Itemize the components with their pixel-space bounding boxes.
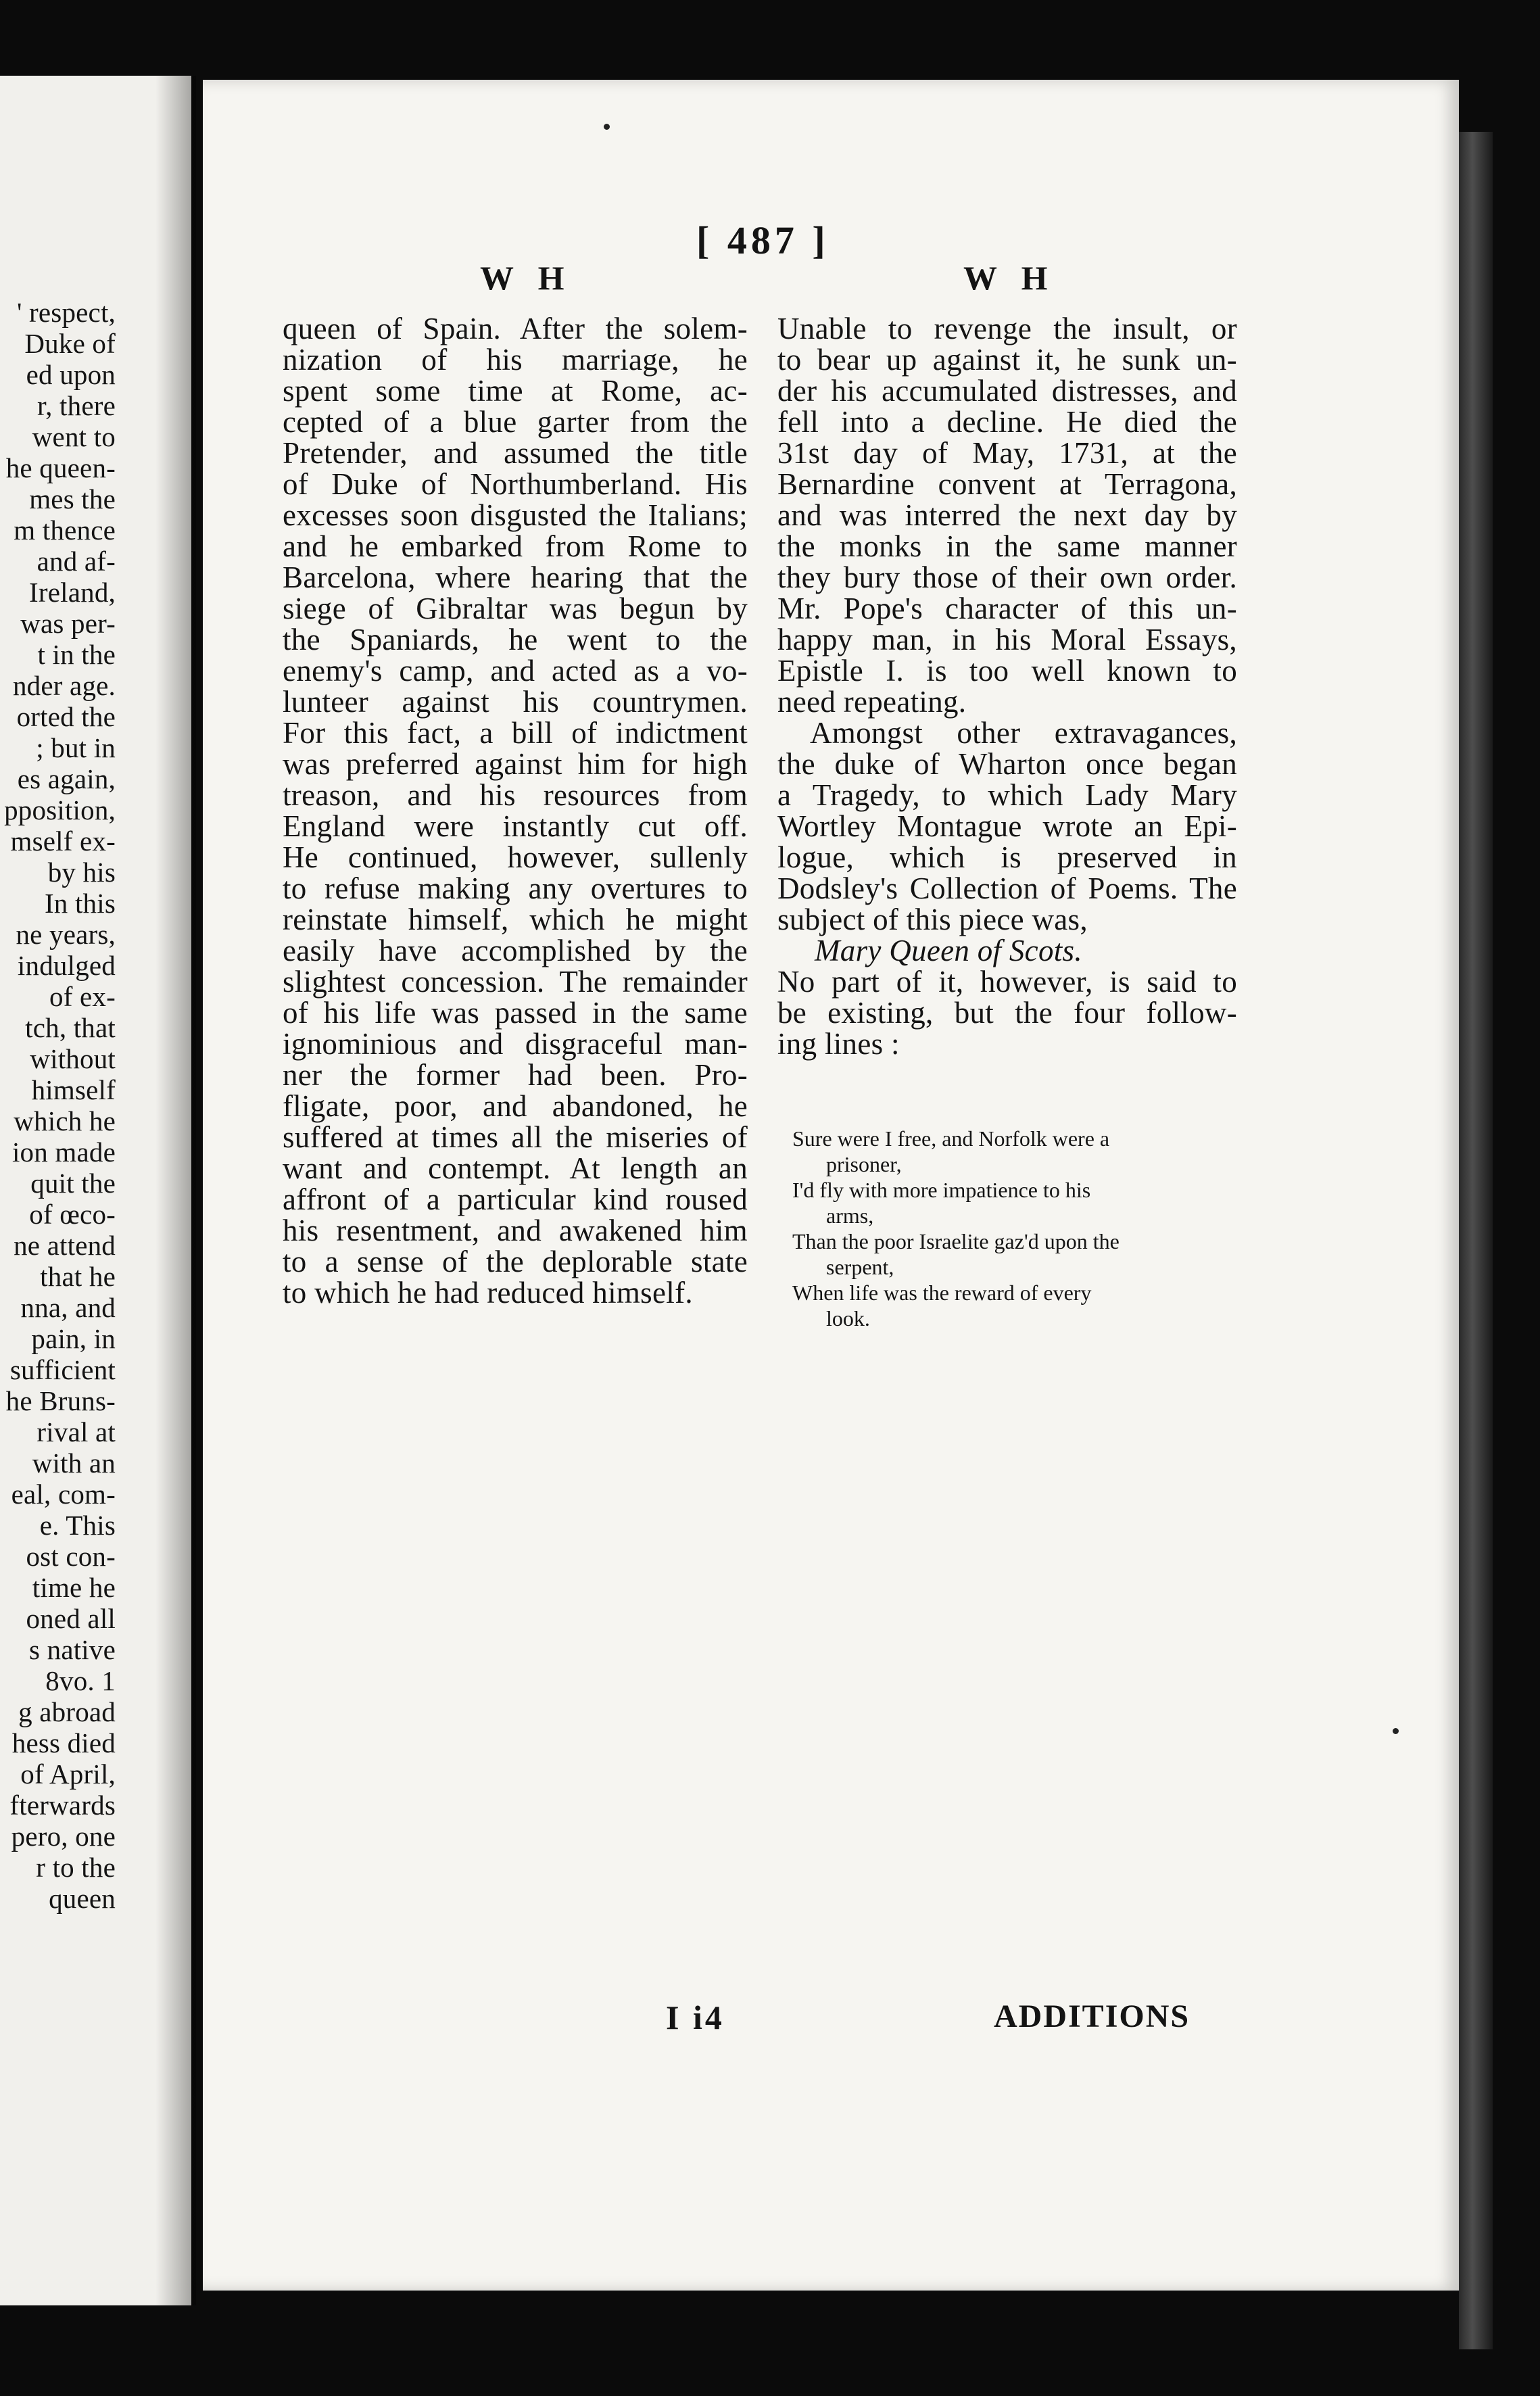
previous-page-line: queen — [49, 1883, 116, 1914]
right-column-line: Bernardine convent at Terragona, — [777, 467, 1237, 501]
left-column-line: reinstate himself, which he might — [283, 903, 748, 936]
left-column-line: For this fact, a bill of indictment — [283, 716, 748, 750]
left-column-line: want and contempt. At length an — [283, 1151, 748, 1185]
ink-speck — [1393, 1728, 1399, 1734]
right-column-line: and was interred the next day by — [777, 498, 1237, 532]
right-column-line: fell into a decline. He died the — [777, 405, 1237, 439]
previous-page-line: eal, com- — [11, 1479, 116, 1510]
left-column — [283, 313, 748, 1308]
ink-speck — [604, 124, 610, 130]
previous-page-line: ne years, — [16, 919, 116, 950]
left-column-line: siege of Gibraltar was begun by — [283, 592, 748, 625]
right-column-line: No part of it, however, is said to — [777, 965, 1237, 999]
previous-page-line: indulged — [17, 950, 116, 981]
previous-page-line: and af- — [37, 546, 116, 577]
previous-page-line: pain, in — [31, 1323, 116, 1354]
left-column-line: queen of Spain. After the solem- — [283, 312, 748, 345]
verse-line: Sure were I free, and Norfolk were a — [792, 1126, 1110, 1151]
left-column-line: England were instantly cut off. — [283, 809, 748, 843]
left-column-line: cepted of a blue garter from the — [283, 405, 748, 439]
left-column-line: easily have accomplished by the — [283, 934, 748, 967]
previous-page-line: pposition, — [4, 794, 116, 825]
previous-page-line: was per- — [20, 608, 116, 639]
signature-mark: I i4 — [666, 1998, 725, 2036]
previous-page-line: m thence — [14, 514, 116, 546]
previous-page-line: quit the — [30, 1168, 116, 1199]
right-column-line: happy man, in his Moral Essays, — [777, 623, 1237, 656]
left-column-line: to refuse making any overtures to — [283, 871, 748, 905]
verse-line: Than the poor Israelite gaz'd upon the — [792, 1229, 1120, 1253]
previous-page-line: by his — [47, 857, 116, 888]
running-head-right: W H — [963, 259, 1056, 297]
page-edge — [1459, 132, 1493, 2349]
previous-page-line: himself — [31, 1074, 116, 1105]
left-column-line: enemy's camp, and acted as a vo- — [283, 654, 748, 688]
right-column-line: subject of this piece was, — [777, 903, 1088, 936]
left-column-line: ignominious and disgraceful man- — [283, 1027, 748, 1061]
previous-page-line: orted the — [16, 701, 116, 732]
previous-page-line: ed upon — [26, 359, 116, 390]
left-column-line: Barcelona, where hearing that the — [283, 560, 748, 594]
left-column-line: ner the former had been. Pro- — [283, 1058, 748, 1092]
verse-block — [792, 1126, 1238, 1331]
right-column-line: der his accumulated distresses, and — [777, 374, 1237, 408]
left-column-line: affront of a particular kind roused — [283, 1182, 748, 1216]
right-column-line: 31st day of May, 1731, at the — [777, 436, 1237, 470]
previous-page-line: g abroad — [18, 1696, 116, 1727]
previous-page-line: e. This — [39, 1510, 116, 1541]
previous-page-line: of œco- — [29, 1199, 116, 1230]
previous-page-line: he Bruns- — [5, 1385, 116, 1416]
right-column-line: ing lines : — [777, 1027, 900, 1061]
previous-page-line: 8vo. 1 — [45, 1665, 116, 1696]
catchword: ADDITIONS — [994, 1998, 1190, 2034]
left-column-line: of Duke of Northumberland. His — [283, 467, 748, 501]
book-gutter — [155, 76, 196, 2305]
right-column-line: Wortley Montague wrote an Epi- — [777, 809, 1237, 843]
page-number: [ 487 ] — [696, 218, 829, 262]
previous-page-line: with an — [32, 1447, 116, 1479]
previous-page-line: of April, — [20, 1758, 116, 1790]
right-column-line: Amongst other extravagances, — [810, 716, 1237, 750]
previous-page-line: r to the — [36, 1852, 116, 1883]
left-column-line: Pretender, and assumed the title — [283, 436, 748, 470]
left-column-line: the Spaniards, he went to the — [283, 623, 748, 656]
previous-page-line: mself ex- — [10, 825, 116, 857]
right-column-line: Epistle I. is too well known to — [777, 654, 1237, 688]
previous-page-line: ost con- — [26, 1541, 116, 1572]
previous-page-line: sufficient — [9, 1354, 116, 1385]
right-column-line: the monks in the same manner — [777, 529, 1237, 563]
left-column-line: spent some time at Rome, ac- — [283, 374, 748, 408]
previous-page-line: nna, and — [20, 1292, 116, 1323]
previous-page-line: that he — [40, 1261, 116, 1292]
previous-page-line: nder age. — [12, 670, 116, 701]
right-column-line: Mr. Pope's character of this un- — [777, 592, 1237, 625]
previous-page-line: s native — [29, 1634, 116, 1665]
left-column-line: lunteer against his countrymen. — [283, 685, 748, 719]
left-column-line: fligate, poor, and abandoned, he — [283, 1089, 748, 1123]
previous-page-line: Ireland, — [29, 577, 116, 608]
left-column-line: He continued, however, sullenly — [283, 840, 748, 874]
previous-page-line: r, there — [37, 390, 116, 421]
right-column-line: Dodsley's Collection of Poems. The — [777, 871, 1237, 905]
left-column-line: of his life was passed in the same — [283, 996, 748, 1030]
previous-page-line: rival at — [37, 1416, 116, 1447]
left-column-line: to a sense of the deplorable state — [283, 1245, 748, 1278]
previous-page-line: he queen- — [5, 452, 116, 483]
previous-page-line: ne attend — [14, 1230, 116, 1261]
right-column-line: need repeating. — [777, 685, 967, 719]
right-column-line: to bear up against it, he sunk un- — [777, 343, 1237, 377]
previous-page-line: ion made — [11, 1136, 116, 1168]
previous-page-line: pero, one — [11, 1821, 116, 1852]
left-column-line: suffered at times all the miseries of — [283, 1120, 748, 1154]
previous-page-line: which he — [14, 1105, 116, 1136]
right-column-line: the duke of Wharton once began — [777, 747, 1237, 781]
left-column-line: slightest concession. The remainder — [283, 965, 748, 999]
right-column-line: they bury those of their own order. — [777, 560, 1237, 594]
right-column-line: a Tragedy, to which Lady Mary — [777, 778, 1237, 812]
previous-page-line: In this — [44, 888, 116, 919]
left-column-line: his resentment, and awakened him — [283, 1214, 748, 1247]
right-column — [777, 313, 1237, 1059]
previous-page-line: of ex- — [49, 981, 116, 1012]
previous-page-line: es again, — [17, 763, 116, 794]
verse-line: serpent, — [826, 1255, 894, 1279]
previous-page-line: ; but in — [36, 732, 116, 763]
previous-page-line: Duke of — [24, 328, 116, 359]
left-column-line: nization of his marriage, he — [283, 343, 748, 377]
previous-page-line: t in the — [37, 639, 116, 670]
previous-page-line: hess died — [11, 1727, 116, 1758]
verse-line: look. — [826, 1306, 870, 1331]
previous-page-line: mes the — [29, 483, 116, 514]
left-column-line: treason, and his resources from — [283, 778, 748, 812]
left-column-line: and he embarked from Rome to — [283, 529, 748, 563]
verse-line: arms, — [826, 1203, 874, 1228]
previous-page-line: oned all — [26, 1603, 116, 1634]
right-column-line: Mary Queen of Scots. — [815, 934, 1082, 967]
left-column-line: excesses soon disgusted the Italians; — [283, 498, 748, 532]
left-column-line: was preferred against him for high — [283, 747, 748, 781]
verse-line: prisoner, — [826, 1152, 902, 1176]
previous-page-line: ' respect, — [17, 297, 116, 328]
verse-line: I'd fly with more impatience to his — [792, 1178, 1091, 1202]
right-column-line: logue, which is preserved in — [777, 840, 1237, 874]
previous-page-line: without — [30, 1043, 116, 1074]
left-column-line: to which he had reduced himself. — [283, 1276, 693, 1310]
previous-page-line: went to — [32, 421, 116, 452]
verse-line: When life was the reward of every — [792, 1280, 1092, 1305]
right-column-line: Unable to revenge the insult, or — [777, 312, 1237, 345]
previous-page-line: fterwards — [9, 1790, 116, 1821]
running-head-left: W H — [480, 259, 573, 297]
right-column-line: be existing, but the four follow- — [777, 996, 1237, 1030]
previous-page-line: time he — [32, 1572, 116, 1603]
previous-page-line: tch, that — [25, 1012, 116, 1043]
